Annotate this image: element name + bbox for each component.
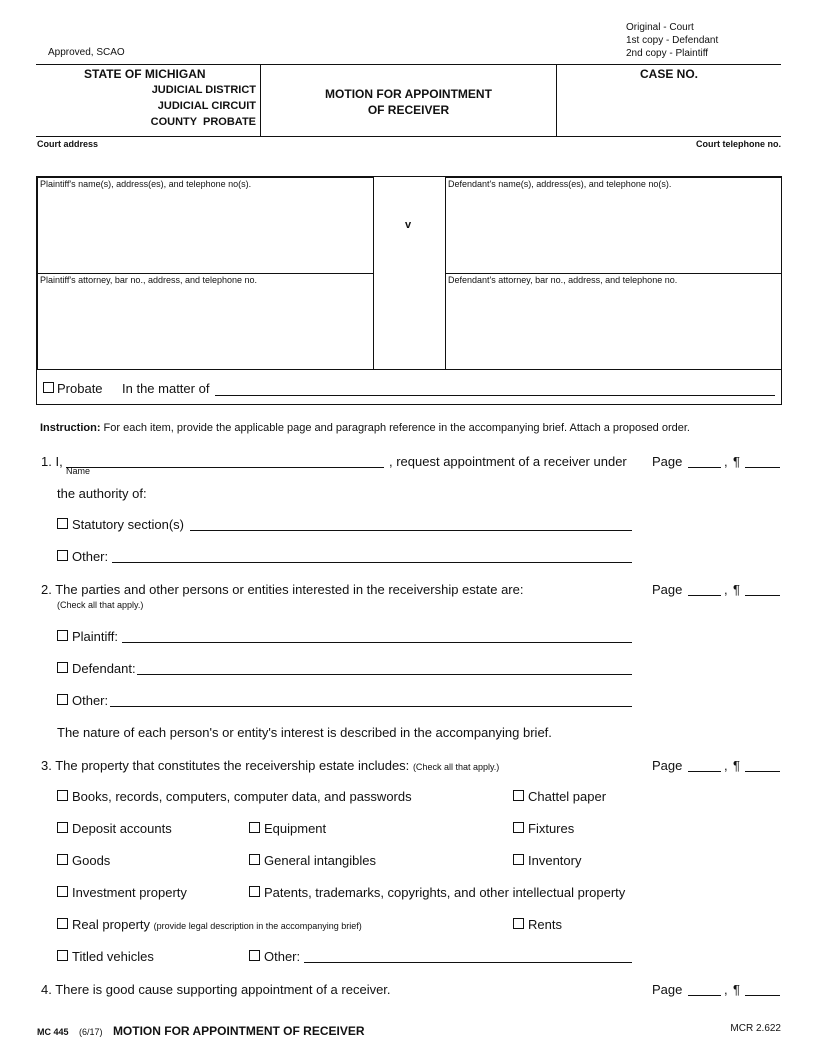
approval-note: Approved, SCAO xyxy=(48,47,125,58)
copy-original: Original - Court xyxy=(626,22,694,33)
equipment-checkbox[interactable] xyxy=(249,822,260,833)
inventory-label: Inventory xyxy=(528,853,582,868)
item3-note: (Check all that apply.) xyxy=(412,762,500,772)
judicial-district: JUDICIAL DISTRICT xyxy=(151,84,256,96)
party-defendant-label: Defendant: xyxy=(72,661,136,676)
party-other-input[interactable] xyxy=(110,692,632,707)
patents-label: Patents, trademarks, copyrights, and other intellectual property xyxy=(264,885,626,900)
item3-text xyxy=(41,758,499,773)
ref3-page-label: Page xyxy=(652,758,683,773)
form-revision: (6/17) xyxy=(78,1027,103,1037)
copy-second: 2nd copy - Plaintiff xyxy=(626,48,709,59)
deposit-label: Deposit accounts xyxy=(72,821,172,836)
court-address-label: Court address xyxy=(37,139,99,149)
instruction-lead: Instruction: xyxy=(40,422,101,434)
ref3-para-label: ¶ xyxy=(733,758,740,773)
rents-label: Rents xyxy=(528,917,562,932)
footer xyxy=(37,1022,365,1040)
judicial-circuit: JUDICIAL CIRCUIT xyxy=(157,100,256,112)
books-label: Books, records, computers, computer data, and passwords xyxy=(72,789,412,804)
defendant-input[interactable] xyxy=(448,192,780,272)
deposit-checkbox[interactable] xyxy=(57,822,68,833)
books-checkbox[interactable] xyxy=(57,790,68,801)
party-other-checkbox[interactable] xyxy=(57,694,68,705)
goods-checkbox[interactable] xyxy=(57,854,68,865)
ref3-para-input[interactable] xyxy=(745,757,780,772)
copy-distribution xyxy=(626,21,718,60)
intangibles-label: General intangibles xyxy=(264,853,377,868)
versus-label: v xyxy=(405,219,412,231)
real-property-note: (provide legal description in the accompanying brief) xyxy=(153,921,362,931)
plaintiff-input[interactable] xyxy=(40,192,372,272)
plaintiff-attorney-label: Plaintiff's attorney, bar no., address, and telephone no. xyxy=(40,275,258,285)
rents-checkbox[interactable] xyxy=(513,918,524,929)
court-telephone-label: Court telephone no. xyxy=(696,139,781,149)
instruction xyxy=(40,422,690,434)
ref2-para-input[interactable] xyxy=(745,581,780,596)
investment-label: Investment property xyxy=(72,885,187,900)
item1-other-input[interactable] xyxy=(112,548,632,563)
ref1-page-label: Page xyxy=(652,454,683,469)
probate-checkbox[interactable] xyxy=(43,382,54,393)
real-property-checkbox[interactable] xyxy=(57,918,68,929)
party-defendant-checkbox[interactable] xyxy=(57,662,68,673)
name-caption: Name xyxy=(66,466,91,476)
chattel-label: Chattel paper xyxy=(528,789,607,804)
item3-main: 3. The property that constitutes the receivership estate includes: xyxy=(41,758,410,773)
ref4-para-label: ¶ xyxy=(733,982,740,997)
item1-other-label: Other: xyxy=(72,549,109,564)
state-title: STATE OF MICHIGAN xyxy=(84,67,206,81)
case-number-input[interactable] xyxy=(566,86,776,132)
ref2-page-label: Page xyxy=(652,582,683,597)
item1-text: , request appointment of a receiver under xyxy=(389,454,627,469)
instruction-text: For each item, provide the applicable page and paragraph reference in the accompanying brief. Attach a proposed order. xyxy=(100,422,690,434)
item1-other-checkbox[interactable] xyxy=(57,550,68,561)
fixtures-label: Fixtures xyxy=(528,821,575,836)
defendant-divider xyxy=(445,273,782,274)
item1-number: 1. I, xyxy=(41,454,63,469)
copy-first: 1st copy - Defendant xyxy=(626,35,719,46)
form-title-line2: OF RECEIVER xyxy=(367,103,450,117)
patents-checkbox[interactable] xyxy=(249,886,260,897)
ref1-para-label: ¶ xyxy=(733,454,740,469)
property-other-input[interactable] xyxy=(304,948,632,963)
equipment-label: Equipment xyxy=(264,821,327,836)
statutory-label: Statutory section(s) xyxy=(72,517,184,532)
inventory-checkbox[interactable] xyxy=(513,854,524,865)
form-title xyxy=(261,86,556,118)
county-probate: COUNTY PROBATE xyxy=(150,116,256,128)
defendant-label: Defendant's name(s), address(es), and telephone no(s). xyxy=(448,179,672,189)
case-number-label: CASE NO. xyxy=(639,67,698,81)
probate-label: Probate xyxy=(57,381,103,396)
ref2-page-input[interactable] xyxy=(688,581,721,596)
applicant-name-input[interactable] xyxy=(66,453,384,468)
item2-note: (Check all that apply.) xyxy=(57,600,144,610)
ref4-comma: , xyxy=(724,982,728,997)
plaintiff-label: Plaintiff's name(s), address(es), and telephone no(s). xyxy=(40,179,252,189)
defendant-attorney-input[interactable] xyxy=(448,288,780,368)
ref1-page-input[interactable] xyxy=(688,453,721,468)
ref4-para-input[interactable] xyxy=(745,981,780,996)
ref2-comma: , xyxy=(724,582,728,597)
party-plaintiff-label: Plaintiff: xyxy=(72,629,119,644)
ref1-para-input[interactable] xyxy=(745,453,780,468)
titled-vehicles-label: Titled vehicles xyxy=(72,949,154,964)
investment-checkbox[interactable] xyxy=(57,886,68,897)
titled-vehicles-checkbox[interactable] xyxy=(57,950,68,961)
matter-label: In the matter of xyxy=(122,381,210,396)
goods-label: Goods xyxy=(72,853,111,868)
statutory-checkbox[interactable] xyxy=(57,518,68,529)
real-property-text: Real property xyxy=(72,917,151,932)
ref3-page-input[interactable] xyxy=(688,757,721,772)
party-plaintiff-input[interactable] xyxy=(122,628,632,643)
ref4-page-label: Page xyxy=(652,982,683,997)
property-other-checkbox[interactable] xyxy=(249,950,260,961)
plaintiff-divider xyxy=(37,273,374,274)
ref1-comma: , xyxy=(724,454,728,469)
matter-divider xyxy=(36,369,782,370)
intangibles-checkbox[interactable] xyxy=(249,854,260,865)
form-number: MC 445 xyxy=(37,1027,69,1037)
ref4-page-input[interactable] xyxy=(688,981,721,996)
item4-text: 4. There is good cause supporting appointment of a receiver. xyxy=(41,982,391,997)
matter-input[interactable] xyxy=(215,381,775,396)
fixtures-checkbox[interactable] xyxy=(513,822,524,833)
party-plaintiff-checkbox[interactable] xyxy=(57,630,68,641)
item2-text: 2. The parties and other persons or entities interested in the receivership estate are: xyxy=(41,582,524,597)
footer-title: MOTION FOR APPOINTMENT OF RECEIVER xyxy=(112,1024,365,1038)
party-defendant-input[interactable] xyxy=(137,660,632,675)
chattel-checkbox[interactable] xyxy=(513,790,524,801)
defendant-attorney-label: Defendant's attorney, bar no., address, and telephone no. xyxy=(448,275,678,285)
court-rule: MCR 2.622 xyxy=(730,1023,781,1034)
item1-continuation: the authority of: xyxy=(57,486,147,501)
statutory-input[interactable] xyxy=(190,516,632,531)
real-property-label xyxy=(72,917,362,932)
property-other-label: Other: xyxy=(264,949,301,964)
ref3-comma: , xyxy=(724,758,728,773)
form-title-line1: MOTION FOR APPOINTMENT xyxy=(325,87,492,101)
ref2-para-label: ¶ xyxy=(733,582,740,597)
party-other-label: Other: xyxy=(72,693,109,708)
plaintiff-attorney-input[interactable] xyxy=(40,288,372,368)
item2-nature-text: The nature of each person's or entity's interest is described in the accompanying brief. xyxy=(57,725,552,740)
